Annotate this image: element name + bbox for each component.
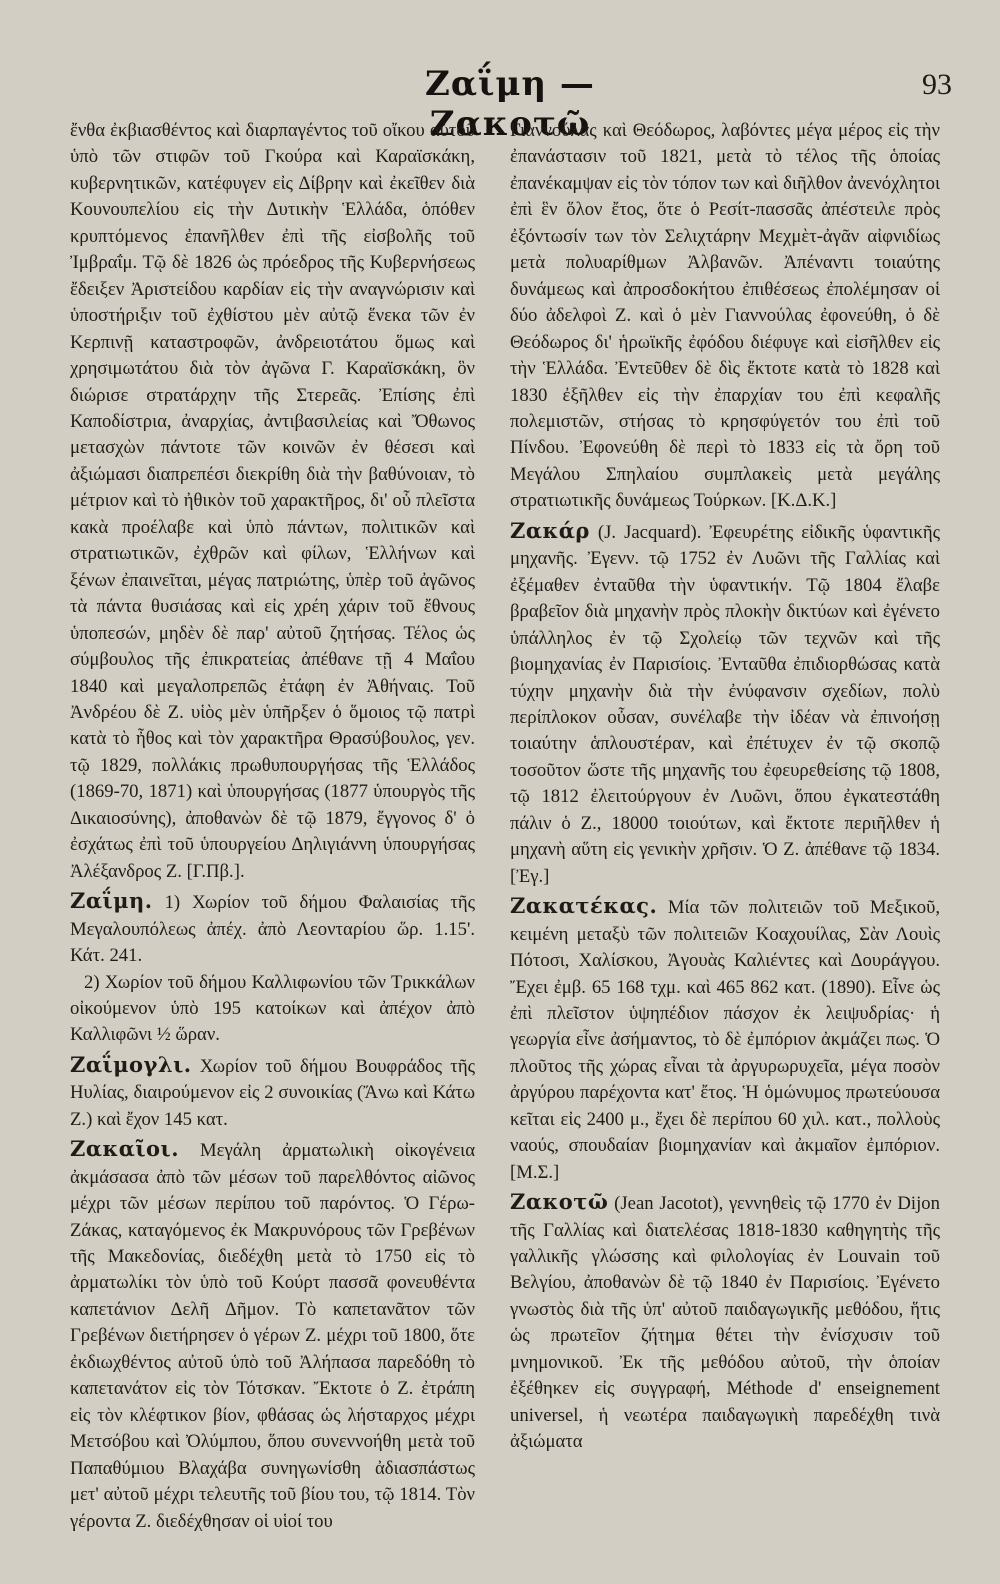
entry-zakatekas xyxy=(510,893,940,1186)
entry-zakoto xyxy=(510,1189,940,1456)
entry-text: 1) Χωρίον τοῦ δήμου Φαλαισίας τῆς Μεγαλουπόλεως ἀπέχ. ἀπὸ Λεονταρίου ὥρ. 1.15'. Κάτ. 241. xyxy=(70,892,475,967)
entry-zaimogli xyxy=(70,1052,475,1133)
entry-zaimi xyxy=(70,888,475,969)
entry-text: (J. Jacquard). Ἐφευρέτης εἰδικῆς ὑφαντικῆς μηχανῆς. Ἐγενν. τῷ 1752 ἐν Λυῶνι τῆς Γαλλίας καὶ ἐξέμαθεν ἐνταῦθα τὴν ὑφαντικήν. Τῷ 1804 ἔλαβε βραβεῖον διὰ μηχανὴν πρὸς πλοκὴν δικτύων καὶ ἐγένετο ὑπάλληλος ἐν τῷ Σχολείῳ τῶν τεχνῶν καὶ τῆς βιομηχανίας ἐν Παρισίοις. Ἐνταῦθα ἐπιδιορθώσας κατὰ τύχην μηχανὴν διὰ τὴν ἐνύφανσιν σχεδίων, πολὺ περίπλοκον οὖσαν, συνέλαβε τὴν ἰδέαν νὰ ἐπινοήσῃ τοιαύτην ἁπλουστέραν, καὶ ἐπέτυχεν ἐν τῷ σκοπῷ τοσοῦτον ὥστε τῆς μηχανῆς του ἐφευρεθείσης τῷ 1808, τῷ 1812 ἐλειτούργουν ἐν Λυῶνι, ὅπου ἐγκατεστάθη πάλιν ὁ Ζ., 18000 τοιούτων, καὶ ἔκτοτε περιῆλθεν ἡ μηχανὴ αὕτη εἰς γενικὴν χρῆσιν. Ὁ Ζ. ἀπέθανε τῷ 1834. [Ἐγ.] xyxy=(510,521,940,887)
entry-zakaioi xyxy=(70,1136,475,1535)
entry-headword: Ζαΐμη. xyxy=(70,888,153,914)
entry-zakar xyxy=(510,518,940,890)
entry-headword: Ζακατέκας. xyxy=(510,893,658,919)
entry-zaimi-2: 2) Χωρίον τοῦ δήμου Καλλιφωνίου τῶν Τρικκάλων οἰκούμενον ὑπὸ 195 κατοίκων καὶ ἀπέχον ἀπὸ Καλλιφῶνι ½ ὥραν. xyxy=(70,971,475,1046)
continued-entry-text: Γιαννούλας καὶ Θεόδωρος, λαβόντες μέγα μέρος εἰς τὴν ἐπανάστασιν τοῦ 1821, μετὰ τὸ τέλος τῆς ὁποίας ἐπανέκαμψαν εἰς τὸν τόπον των καὶ διῆλθον ἀνενόχλητοι ἐπὶ ἓν ὅλον ἔτος, ὅτε ὁ Ρεσίτ-πασσᾶς ἀπέστειλε πρὸς ἐξόντωσίν των τὸν Σελιχτάρην Μεχμὲτ-ἀγᾶν αἰφνιδίως μετὰ πολυαρίθμων Ἀλβανῶν. Ἀπέναντι τοιαύτης δυνάμεως καὶ ἀπροσδοκήτου ἐπιθέσεως ἐπολέμησαν οἱ δύο ἀδελφοὶ Ζ. καὶ ὁ μὲν Γιαννούλας ἐφονεύθη, ὁ δὲ Θεόδωρος δι' ἡρωϊκῆς ἐφόδου διέφυγε καὶ εἰσῆλθεν εἰς τὴν Ἑλλάδα. Ἐντεῦθεν δὲ δὶς ἔκτοτε κατὰ τὸ 1828 καὶ 1830 ἐξῆλθεν εἰς τὴν ἐπαρχίαν του ἐπὶ κεφαλῆς πολεμιστῶν, στήσας τὸ κρησφύγετόν του ἐπὶ τοῦ Πίνδου. Ἐφονεύθη δὲ περὶ τὸ 1833 εἰς τὰ ὄρη τοῦ Μεγάλου Σπηλαίου συμπλακεὶς μετὰ μεγάλης στρατιωτικῆς δυνάμεως Τούρκων. [Κ.Δ.Κ.] xyxy=(510,120,940,512)
page-number: 93 xyxy=(922,68,952,101)
running-head: Ζαΐμη — Ζακοτῶ xyxy=(425,64,595,144)
entry-headword: Ζαΐμογλι. xyxy=(70,1051,192,1077)
entry-text: Μία τῶν πολιτειῶν τοῦ Μεξικοῦ, κειμένη μεταξὺ τῶν πολιτειῶν Κοαχουίλας, Σὰν Λουὶς Πότοσι, Χαλίσκου, Ἀγουὰς Καλιέντες καὶ Δουράγγου. Ἔχει ἐμβ. 65 168 τχμ. καὶ 465 862 κατ. (1890). Εἶνε ὡς ἐπὶ πλεῖστον ὑψηπέδιον πάσχον ἐκ λειψυδρίας· ἡ γεωργία εἶνε ἀσήμαντος, τὸ δὲ ἐμπόριον ἀκμάζει πως. Ὁ πλοῦτος τῆς χώρας εἶναι τὰ ἀργυρωρυχεῖα, μέγα ποσὸν ἀργύρου παρέχοντα κατ' ἔτος. Ἡ ὁμώνυμος πρωτεύουσα κεῖται εἰς 2400 μ., ἔχει δὲ περίπου 60 χιλ. κατ., πολλοὺς ναούς, σπουδαίαν βιομηχανίαν καὶ ἀκμαῖον ἐμπόριον. [Μ.Σ.] xyxy=(510,897,940,1183)
left-column xyxy=(70,118,475,1535)
continued-entry-text: ἔνθα ἐκβιασθέντος καὶ διαρπαγέντος τοῦ οἴκου αὐτοῦ ὑπὸ τῶν στιφῶν τοῦ Γκούρα καὶ Καραϊσκάκη, κυβερνητικῶν, κατέφυγεν εἰς Δίβρην καὶ ἐκεῖθεν διὰ Κουνουπελίου εἰς τὴν Δυτικὴν Ἑλλάδα, ὁπόθεν κρυπτόμενος ἐπανῆλθεν ἐπὶ τῆς εἰσβολῆς τοῦ Ἰμβραΐμ. Τῷ δὲ 1826 ὡς πρόεδρος τῆς Κυβερνήσεως ἔδειξεν Ἀριστείδου καρδίαν εἰς τὴν αναγνώρισιν καὶ ὑποστήριξιν τοῦ ἐχθίστου μὲν αὐτῷ ἕνεκα τῶν ἐν Κερπινῇ καταστροφῶν, ἀνδρειοτάτου ὅμως καὶ χρησιμωτάτου διὰ τὸν ἀγῶνα Γ. Καραϊσκάκη, ὃν διώρισε στρατάρχην τῆς Στερεᾶς. Ἐπίσης ἐπὶ Καποδίστρια, ἀναρχίας, ἀντιβασιλείας καὶ Ὄθωνος μετασχὼν πάντοτε τῶν κοινῶν ἐν θέσεσι καὶ ἀξιώμασι διαπρεπέσι διεκρίθη διὰ τὴν βαθύνοιαν, τὸ μέτριον καὶ τὸ ἠθικὸν τοῦ χαρακτῆρος, δι' οὗ πλεῖστα κακὰ προέλαβε καὶ ὑπὸ πάντων, πολιτικῶν καὶ στρατιωτικῶν, ἐχθρῶν καὶ φίλων, Ἑλλήνων καὶ ξένων ἐπαινεῖται, μέγας πατριώτης, ὑπὲρ τοῦ ἀγῶνος τὰ πάντα θυσιάσας καὶ εἰς χρέη χάριν τοῦ ἔθνους ὑποπεσών, μηδὲν δὲ παρ' αὐτοῦ ζητήσας. Τέλος ὡς σύμβουλος τῆς ἐπικρατείας ἀπέθανε τῇ 4 Μαΐου 1840 καὶ μεγαλοπρεπῶς ἐτάφη ἐν Ἀθήναις. Τοῦ Ἀνδρέου δὲ Ζ. υἱὸς μὲν ὑπῆρξεν ὁ ὅμοιος τῷ πατρὶ κατὰ τὸ ἦθος καὶ τὸν χαρακτῆρα Θρασύβουλος, γεν. τῷ 1829, πολλάκις πρωθυπουργήσας τῆς Ἑλλάδος (1869-70, 1871) καὶ ὑπουργήσας (1877 ὑπουργὸς τῆς Δικαιοσύνης), ἀποθανὼν δὲ τῷ 1879, ἔγγονος δ' ὁ ἐσχάτως ἐπὶ τοῦ ὑπουργείου Δηλιγιάννη ὑπουργήσας Ἀλέξανδρος Ζ. [Γ.Πβ.]. xyxy=(70,120,475,882)
entry-headword: Ζακάρ xyxy=(510,517,590,543)
entry-text: Μεγάλη ἀρματωλικὴ οἰκογένεια ἀκμάσασα ἀπὸ τῶν μέσων τοῦ παρελθόντος αἰῶνος μέχρι τῶν μέσων περίπου τοῦ παρόντος. Ὁ Γέρω-Ζάκας, καταγόμενος ἐκ Μακρυνόρους τῶν Γρεβένων τῆς Μακεδονίας, διεδέχθη μετὰ τὸ 1750 εἰς τὸ ἀρματωλίκι τὸν ὑπὸ τοῦ Κούρτ πασσᾶ φονευθέντα καπετάνιον Δελῆ Δῆμον. Τὸ καπετανᾶτον τῶν Γρεβένων διετήρησεν ὁ γέρων Ζ. μέχρι τοῦ 1800, ὅτε ἐκδιωχθέντος αὐτοῦ ὑπὸ τοῦ Ἀλήπασα παρεδόθη τὸ καπετανάτον εἰς τὸν Τότσκαν. Ἔκτοτε ὁ Ζ. ἐτράπη εἰς τὸν κλέφτικον βίον, φθάσας ὡς λήσταρχος μέχρι Μετσόβου καὶ Ὀλύμπου, ὅπου συνεννοήθη μετὰ τοῦ Παπαθύμιου Βλαχάβα συνηγωνίσθη ἀδιασπάστως μετ' αὐτοῦ μέχρι τελευτῆς τοῦ βίου του, τῷ 1814. Τὸν γέροντα Ζ. διεδέχθησαν οἱ υἱοί του xyxy=(70,1140,475,1532)
entry-text: Χωρίον τοῦ δήμου Βουφράδος τῆς Ηυλίας, διαιρούμενον εἰς 2 συνοικίας (Ἄνω καὶ Κάτω Ζ.) καὶ ἔχον 145 κατ. xyxy=(70,1055,475,1130)
entry-headword: Ζακαῖοι. xyxy=(70,1136,180,1162)
page-header xyxy=(0,56,1000,144)
right-column xyxy=(510,118,940,1456)
entry-headword: Ζακοτῶ xyxy=(510,1189,609,1215)
entry-text: (Jean Jacotot), γεννηθεὶς τῷ 1770 ἐν Dijon τῆς Γαλλίας καὶ διατελέσας 1818-1830 καθηγητὴς τῆς γαλλικῆς γλώσσης καὶ φιλολογίας ἐν Louvain τοῦ Βελγίου, ἀποθανὼν δὲ τῷ 1840 ἐν Παρισίοις. Ἐγένετο γνωστὸς διὰ τῆς ὑπ' αὐτοῦ παιδαγωγικῆς μεθόδου, ἥτις ὡς πρωτεῖον ζήτημα θέτει τὴν ἐνίσχυσιν τοῦ μνημονικοῦ. Ἐκ τῆς μεθόδου αὐτοῦ, τὴν ὁποίαν ἐξέθηκεν εἰς συγγραφή, Méthode d' enseignement universel, ἡ νεωτέρα παιδαγωγικὴ παρεδέχθη τινὰ ἀξιώματα xyxy=(510,1193,940,1453)
